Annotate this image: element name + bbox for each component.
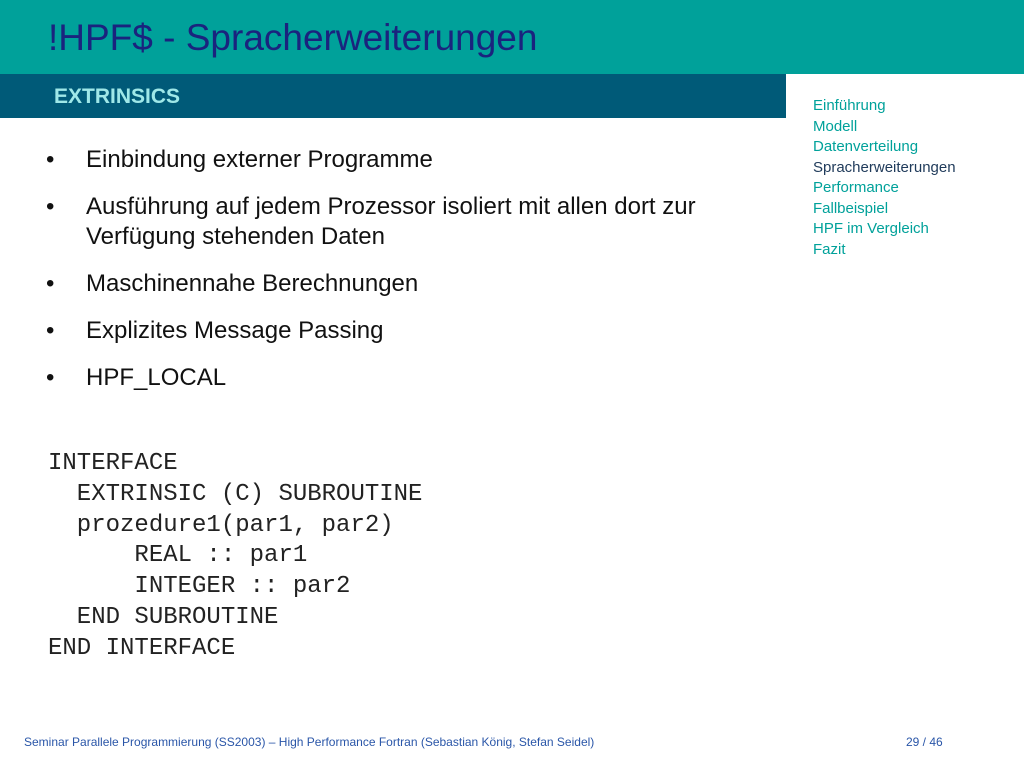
- code-block: INTERFACE EXTRINSIC (C) SUBROUTINE prozedure1(par1, par2) REAL :: par1 INTEGER :: par2 END SUBROUTINE END INTERFACE: [48, 450, 423, 662]
- bullet-dot: •: [46, 146, 55, 173]
- bullet-text: Maschinennahe Berechnungen: [86, 270, 419, 297]
- title-bar: [0, 0, 1024, 74]
- bullet-text: HPF_LOCAL: [86, 364, 227, 391]
- bullet-dot: •: [46, 364, 55, 391]
- bullet-item: [44, 192, 774, 252]
- toc-item-hpf-im-vergleich[interactable]: HPF im Vergleich: [813, 220, 929, 237]
- footer-text: Seminar Parallele Programmierung (SS2003) – High Performance Fortran (Sebastian König, Stefan Seidel): [24, 735, 595, 749]
- page-number: 29 / 46: [906, 735, 943, 749]
- toc-item-fazit[interactable]: Fazit: [813, 240, 846, 258]
- bullet-text: Ausführung auf jedem Prozessor isoliert mit allen dort zur Verfügung stehenden Daten: [86, 193, 696, 250]
- bullet-dot: •: [46, 270, 55, 297]
- toc-item-spracherweiterungen[interactable]: Spracherweiterungen: [813, 158, 956, 176]
- toc-item-fallbeispiel[interactable]: Fallbeispiel: [813, 199, 889, 217]
- bullet-dot: •: [46, 317, 55, 344]
- toc-item-modell[interactable]: Modell: [813, 117, 858, 135]
- slide-title: !HPF$ - Spracherweiterungen: [48, 17, 538, 58]
- toc-item-datenverteilung[interactable]: Datenverteilung: [813, 138, 919, 155]
- bullet-item: [44, 145, 774, 175]
- bullet-text: Explizites Message Passing: [86, 317, 384, 344]
- toc-item-performance[interactable]: Performance: [813, 179, 899, 196]
- bullet-list: [44, 145, 774, 410]
- bullet-item: [44, 269, 774, 299]
- table-of-contents: [813, 96, 1018, 260]
- toc-item-einfuehrung[interactable]: Einführung: [813, 97, 886, 114]
- bullet-text: Einbindung externer Programme: [86, 146, 433, 173]
- bullet-dot: •: [46, 193, 55, 220]
- bullet-item: [44, 363, 774, 393]
- bullet-item: [44, 316, 774, 346]
- subtitle-bar: [0, 74, 786, 118]
- slide-subtitle: EXTRINSICS: [54, 85, 181, 108]
